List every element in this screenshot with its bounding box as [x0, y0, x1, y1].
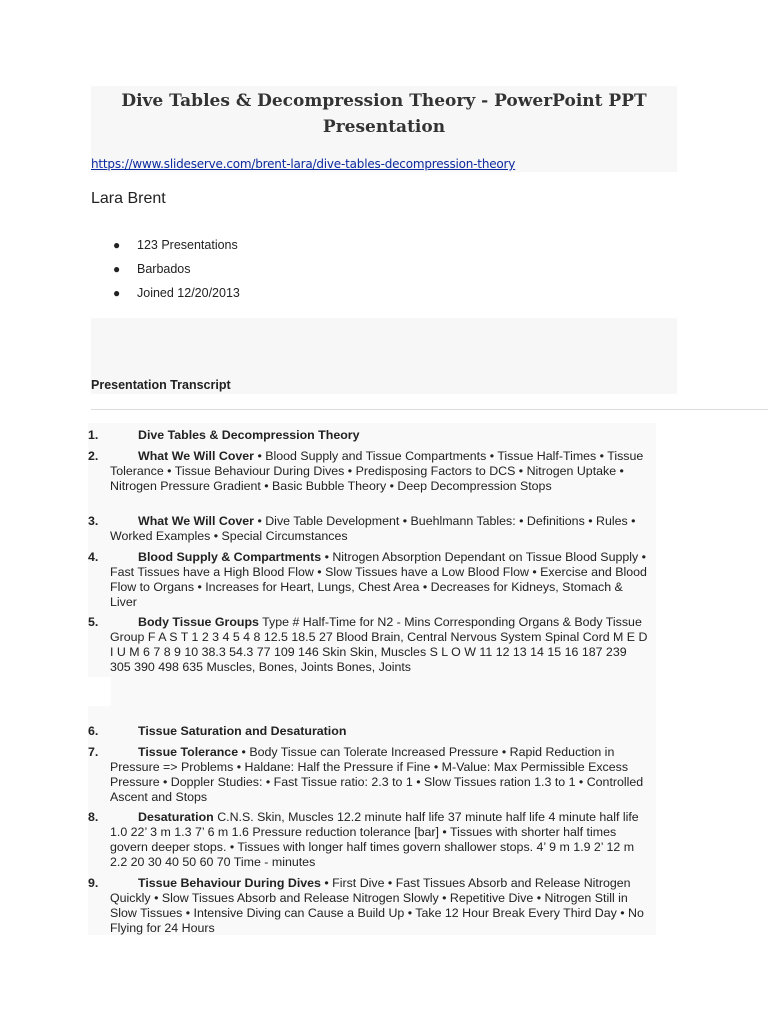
- item-heading: Tissue Behaviour During Dives: [138, 876, 321, 890]
- transcript-item: [88, 550, 648, 610]
- divider: [91, 409, 768, 410]
- item-text: Type # Half-Time for N2 - Mins Corresponding Organs & Body Tissue Group F A S T 1 2 3 4 5 4 8 12.5 18.5 27 Blood Brain, Central Nervous System Spinal Cord M E D I U M 6 7 8 9 10 38.3 54.3 77 109 146 Skin Skin, Muscles S L O W 11 12 13 14 15 16 187 239 305 390 498 635 Muscles, Bones, Joints Bones, Joints: [110, 615, 648, 674]
- item-body: [110, 550, 648, 610]
- transcript-label: Presentation Transcript: [91, 378, 231, 392]
- item-text: • Dive Table Development • Buehlmann Tables: • Definitions • Rules • Worked Examples • Special Circumstances: [110, 514, 636, 543]
- panel-gap: [88, 677, 111, 706]
- item-number: 2.: [88, 449, 99, 463]
- bullet-icon: ●: [113, 286, 121, 300]
- transcript-item: [88, 428, 648, 443]
- item-heading: Tissue Saturation and Desaturation: [138, 724, 347, 738]
- item-body: [110, 810, 648, 870]
- item-body: [110, 514, 648, 544]
- transcript-item: [88, 876, 648, 936]
- item-number: 7.: [88, 745, 99, 759]
- item-body: [110, 876, 648, 936]
- join-date: Joined 12/20/2013: [137, 286, 240, 300]
- item-text: • Body Tissue can Tolerate Increased Pressure • Rapid Reduction in Pressure => Problems • Haldane: Half the Pressure if Fine • M-Value: Max Permissible Excess Pressure • Doppler Studies: • Fast Tissue ratio: 2.3 to 1 • Slow Tissues ration 1.3 to 1 • Controlled Ascent and Stops: [110, 745, 644, 804]
- item-text: • Nitrogen Absorption Dependant on Tissue Blood Supply • Fast Tissues have a High Blood Flow • Slow Tissues have a Low Blood Flow • Exercise and Blood Flow to Organs • Increases for Heart, Lungs, Chest Area • Decreases for Kidneys, Stomach & Liver: [110, 550, 647, 609]
- item-text: C.N.S. Skin, Muscles 12.2 minute half life 37 minute half life 4 minute half life 1.0 22’ 3 m 1.3 7’ 6 m 1.6 Pressure reduction tolerance [bar] • Tissues with shorter half times govern deeper stops. • Tissues with longer half times govern shallower stops. 4’ 9 m 1.9 2’ 12 m 2.2 20 30 40 50 60 70 Time - minutes: [110, 810, 639, 869]
- transcript-item: [88, 615, 648, 675]
- transcript-item: [88, 745, 648, 805]
- item-heading: What We Will Cover: [138, 514, 255, 528]
- item-body: [110, 724, 648, 739]
- item-heading: Tissue Tolerance: [138, 745, 239, 759]
- item-number: 4.: [88, 550, 99, 564]
- bullet-icon: ●: [113, 238, 121, 252]
- item-text: • Blood Supply and Tissue Compartments • Tissue Half-Times • Tissue Tolerance • Tissue Behaviour During Dives • Predisposing Factors to DCS • Nitrogen Uptake • Nitrogen Pressure Gradient • Basic Bubble Theory • Deep Decompression Stops: [110, 449, 644, 493]
- presentations-count: 123 Presentations: [137, 238, 238, 252]
- item-text: • First Dive • Fast Tissues Absorb and Release Nitrogen Quickly • Slow Tissues Absorb and Release Nitrogen Slowly • Repetitive Dive • Nitrogen Still in Slow Tissues • Intensive Diving can Cause a Build Up • Take 12 Hour Break Every Third Day • No Flying for 24 Hours: [110, 876, 644, 935]
- item-heading: Desaturation: [138, 810, 214, 824]
- item-heading: Blood Supply & Compartments: [138, 550, 322, 564]
- item-heading: Body Tissue Groups: [138, 615, 259, 629]
- item-number: 6.: [88, 724, 99, 738]
- item-body: [110, 745, 648, 805]
- item-number: 9.: [88, 876, 99, 890]
- location: Barbados: [137, 262, 191, 276]
- item-heading: Dive Tables & Decompression Theory: [138, 428, 360, 442]
- transcript-item: [88, 724, 648, 739]
- source-link[interactable]: https://www.slideserve.com/brent-lara/dive-tables-decompression-theory: [91, 157, 516, 171]
- author-name: Lara Brent: [91, 190, 166, 207]
- item-number: 5.: [88, 615, 99, 629]
- item-number: 1.: [88, 428, 99, 442]
- item-heading: What We Will Cover: [138, 449, 255, 463]
- item-body: [110, 428, 648, 443]
- document-title: Dive Tables & Decompression Theory - PowerPoint PPT Presentation: [121, 91, 647, 137]
- bullet-icon: ●: [113, 262, 121, 276]
- item-number: 8.: [88, 810, 99, 824]
- item-body: [110, 615, 648, 675]
- transcript-item: [88, 514, 648, 544]
- item-body: [110, 449, 648, 494]
- item-number: 3.: [88, 514, 99, 528]
- transcript-item: [88, 810, 648, 870]
- transcript-item: [88, 449, 648, 494]
